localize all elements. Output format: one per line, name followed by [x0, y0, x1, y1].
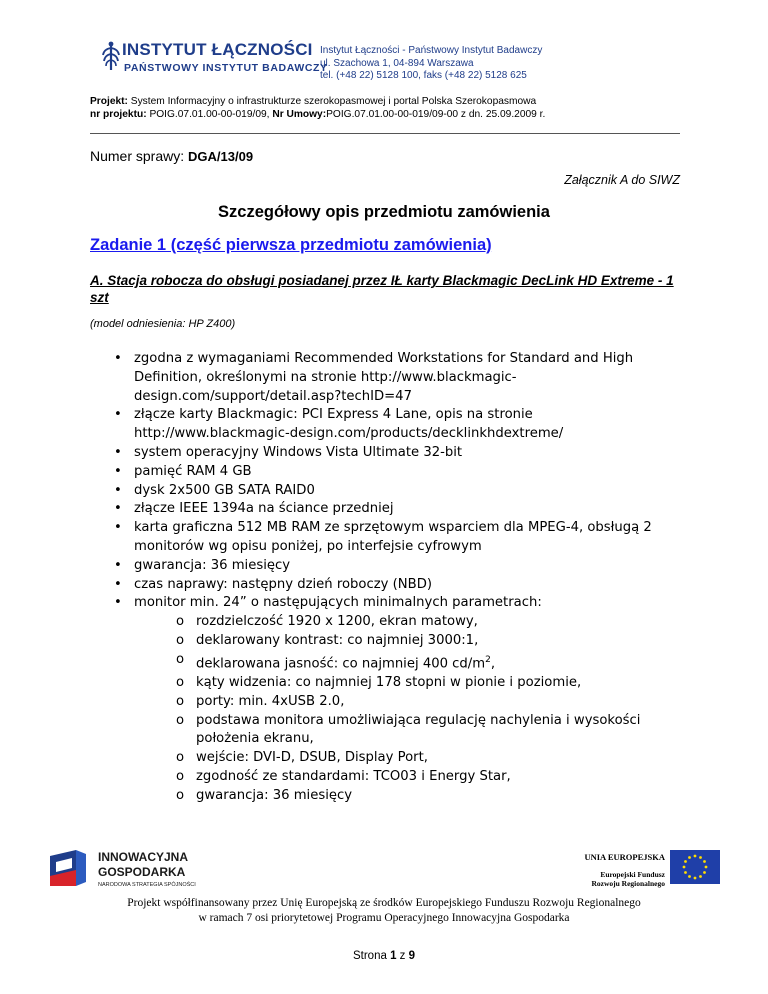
project-value: System Informacyjny o infrastrukturze szerokopasmowej i portal Polska Szerokopasmowa [127, 96, 537, 107]
bullet-icon: • [114, 444, 122, 460]
sub-list-item: o podstawa monitora umożliwiająca regulację nachylenia i wysokości położenia ekranu, [176, 712, 641, 747]
institute-address [320, 45, 542, 83]
erdf-label: Europejski Fundusz Rozwoju Regionalnego [591, 870, 665, 888]
list-item: • złącze karty Blackmagic: PCI Express 4 Lane, opis na stronie http://www.blackmagic-design.com/products/decklinkhdextreme/ [114, 407, 564, 442]
list-item: • złącze IEEE 1394a na ściance przedniej [112, 500, 692, 519]
document-title: Szczegółowy opis przedmiotu zamówienia [218, 203, 550, 221]
bullet-icon: • [114, 595, 122, 611]
circle-bullet-icon: o [176, 651, 185, 667]
sub-list-item: o kąty widzenia: co najmniej 178 stopni w pionie i poziomie, [176, 674, 692, 693]
circle-bullet-icon: o [176, 614, 185, 630]
bullet-icon: • [114, 463, 122, 479]
innovative-economy-line3: NARODOWA STRATEGIA SPÓJNOŚCI [98, 882, 196, 888]
sub-list-item: o zgodność ze standardami: TCO03 i Energy Star, [176, 768, 692, 787]
bullet-icon: • [114, 576, 122, 592]
list-item: • system operacyjny Windows Vista Ultimate 32-bit [112, 444, 692, 463]
sub-list-item: o gwarancja: 36 miesięcy [176, 787, 692, 806]
innovative-economy-flag-icon [46, 846, 90, 890]
letterhead [100, 40, 680, 80]
project-number-label: nr projektu: [90, 108, 147, 120]
circle-bullet-icon: o [176, 632, 185, 648]
institute-logo-icon [100, 40, 122, 74]
header-divider [90, 133, 680, 134]
task-heading-link[interactable]: Zadanie 1 (część pierwsza przedmiotu zamówienia) [90, 236, 492, 254]
circle-bullet-icon: o [176, 674, 185, 690]
project-info [90, 96, 545, 121]
circle-bullet-icon: o [176, 693, 185, 709]
bullet-icon: • [114, 501, 122, 517]
address-line: tel. (+48 22) 5128 100, faks (+48 22) 5128 625 [320, 70, 527, 81]
bullet-icon: • [114, 482, 122, 498]
monitor-spec-list [134, 613, 692, 805]
list-item: • zgodna z wymaganiami Recommended Workstations for Standard and High Definition, określonymi na stronie http://www.blackmagic-design.com/support/detail.asp?techID=47 [114, 351, 634, 404]
innovative-economy-line1: INNOWACYJNA [98, 850, 189, 864]
innovative-economy-logo [46, 846, 226, 892]
bullet-icon: • [114, 351, 122, 366]
sub-list-item: o rozdzielczość 1920 x 1200, ekran matowy, [176, 613, 692, 632]
list-item: • monitor min. 24” o następujących minimalnych parametrach: o rozdzielczość 1920 x 1200, ekran matowy, o deklarowany kontrast: co najmniej 3000:1, o deklarowana jasność: co najmniej 400 $cd/m^2$, o kąty widzenia: co najmniej 178 stopni w pionie i poziomie, o porty: min. 4xUSB 2.0, o podstawa monitora umożliwiająca regulację nachylenia i wysokości położenia ekranu, o wejście: DVI-D, DSUB, Display Port, o zgodność ze standardami: TCO03 i Energy Star, o gwarancja: 36 miesięcy [112, 594, 692, 805]
annex-label: Załącznik A do SIWZ [564, 173, 680, 187]
project-number-value: POIG.07.01.00-00-019/09, [146, 108, 273, 120]
bullet-icon: • [114, 557, 122, 573]
project-label: Projekt: [90, 96, 128, 107]
circle-bullet-icon: o [176, 787, 185, 803]
list-item: • dysk 2x500 GB SATA RAID0 [112, 482, 692, 501]
address-line: Instytut Łączności - Państwowy Instytut Badawczy [320, 45, 543, 56]
bullet-icon: • [114, 407, 122, 423]
reference-model: (model odniesienia: HP Z400) [90, 318, 236, 330]
list-item: • pamięć RAM 4 GB [112, 463, 692, 482]
case-number-label: Numer sprawy: [90, 148, 189, 164]
specification-list [112, 350, 692, 806]
eu-flag-icon [670, 850, 720, 884]
circle-bullet-icon: o [176, 750, 185, 766]
cofinancing-note: Projekt współfinansowany przez Unię Europejską ze środków Europejskiego Funduszu Rozwoju Regionalnego w ramach 7 osi priorytetowej Programu Operacyjnego Innowacyjna Gospodarka [127, 897, 641, 924]
sub-list-item: o deklarowana jasność: co najmniej 400 $cd/m^2$, [176, 651, 496, 672]
item-heading: A. Stacja robocza do obsługi posiadanej przez IŁ karty Blackmagic DecLink HD Extreme - 1 szt [90, 273, 674, 305]
eu-logo [560, 850, 720, 890]
bullet-icon: • [114, 520, 122, 536]
innovative-economy-line2: GOSPODARKA [98, 865, 186, 879]
case-number-value: DGA/13/09 [188, 149, 254, 164]
sub-list-item: o deklarowany kontrast: co najmniej 3000:1, [176, 632, 692, 651]
list-item: • gwarancja: 36 miesięcy [112, 557, 692, 576]
list-item: • czas naprawy: następny dzień roboczy (NBD) [112, 576, 692, 595]
institute-logo-subtitle: PAŃSTWOWY INSTYTUT BADAWCZY [124, 62, 328, 74]
circle-bullet-icon: o [176, 712, 185, 728]
contract-label: Nr Umowy: [272, 108, 327, 120]
institute-logo-title: INSTYTUT ŁĄCZNOŚCI [122, 40, 313, 59]
sub-list-item: o porty: min. 4xUSB 2.0, [176, 693, 692, 712]
case-number [90, 148, 253, 164]
address-line: ul. Szachowa 1, 04-894 Warszawa [320, 57, 474, 69]
page-number: Strona 1 z 9 [352, 950, 416, 962]
list-item: • karta graficzna 512 MB RAM ze sprzętowym wsparciem dla MPEG-4, obsługą 2 monitorów wg opisu poniżej, po interfejsie cyfrowym [114, 520, 652, 554]
contract-value: POIG.07.01.00-00-019/09-00 z dn. 25.09.2009 r. [326, 108, 546, 120]
sub-list-item: o wejście: DVI-D, DSUB, Display Port, [176, 749, 692, 768]
circle-bullet-icon: o [176, 768, 185, 784]
eu-label: UNIA EUROPEJSKA [584, 852, 665, 862]
